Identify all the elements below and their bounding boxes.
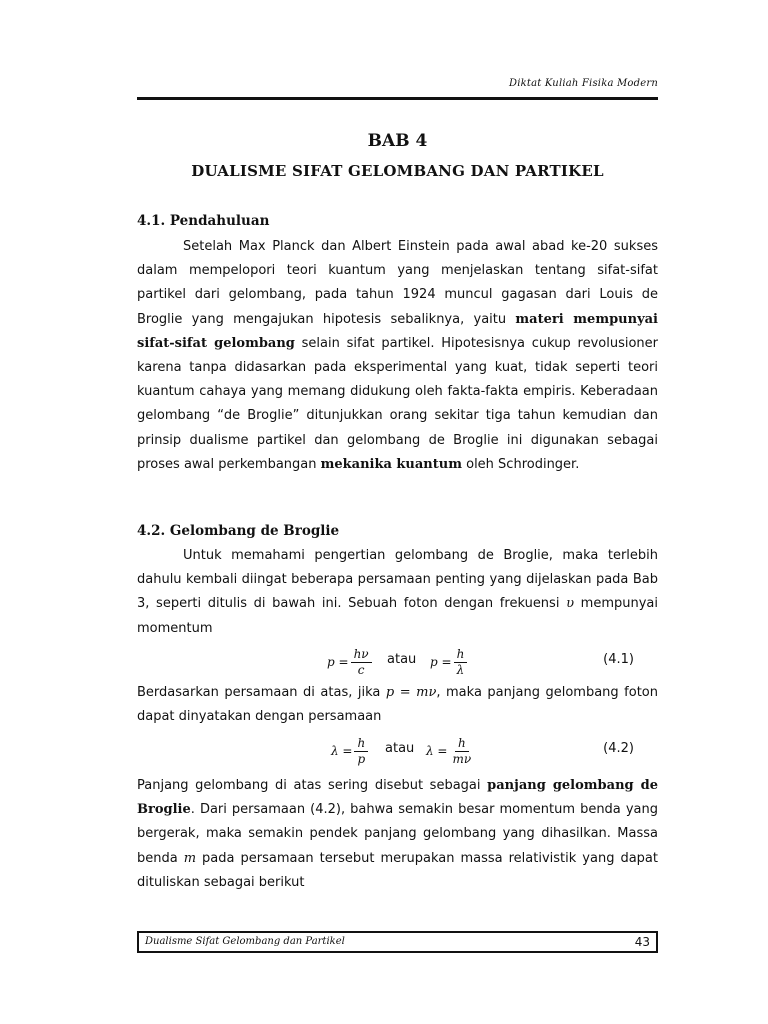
footer: [137, 931, 658, 953]
section-heading-de-broglie: 4.2. Gelombang de Broglie: [137, 523, 340, 539]
equation-4-1: [137, 642, 658, 682]
bold-term-panjang-gelombang: panjang gelombang de Broglie: [137, 778, 659, 818]
eq1-lhs-2: p =: [430, 655, 452, 669]
footer-chapter-title: Dualisme Sifat Gelombang dan Partikel: [145, 936, 345, 947]
equation-4-2: [137, 731, 658, 771]
eq2-fraction-2: $\frac{h}{m\nu}$: [452, 735, 472, 766]
expr-p-equals-mv: p = mν: [385, 685, 437, 700]
eq2-fraction-1: $\frac{h}{p}$: [354, 736, 368, 767]
symbol-m: m: [183, 850, 197, 866]
symbol-nu: υ: [566, 596, 574, 612]
eq2-lhs-1: λ =: [331, 744, 353, 758]
eq2-number: (4.2): [603, 741, 634, 756]
chapter-title: DUALISME SIFAT GELOMBANG DAN PARTIKEL: [191, 162, 604, 180]
running-header: Diktat Kuliah Fisika Modern: [509, 78, 658, 89]
eq1-word: atau: [387, 652, 417, 667]
paragraph-wavelength: Berdasarkan persamaan di atas, jika p = mν, maka panjang gelombang foton dapat dinyatakan dengan persamaan: [137, 685, 659, 725]
header-rule: [137, 97, 658, 100]
bold-term-mekanika: mekanika kuantum: [320, 456, 462, 472]
section-heading-pendahuluan: 4.1. Pendahuluan: [137, 213, 270, 229]
page-number: 43: [634, 935, 650, 949]
eq1-number: (4.1): [603, 652, 634, 667]
eq1-fraction-1: $\frac{h\nu}{c}$: [351, 647, 372, 678]
paragraph-intro-momentum: Untuk memahami pengertian gelombang de Broglie, maka terlebih dahulu kembali diingat beberapa persamaan penting yang dijelaskan pada Bab 3, seperti ditulis di bawah ini. Sebuah foton dengan frekuensi υ mempunyai momentum: [137, 548, 658, 636]
chapter-number: BAB 4: [367, 131, 428, 151]
paragraph-de-broglie-wavelength: Panjang gelombang di atas sering disebut sebagai panjang gelombang de Broglie. Dari persamaan (4.2), bahwa semakin besar momentum benda yang bergerak, maka semakin pendek panjang gelombang yang dihasilkan. Massa benda m pada persamaan tersebut merupakan massa relativistik yang dapat dituliskan sebagai berikut: [137, 778, 659, 890]
eq2-lhs-2: λ =: [426, 744, 448, 758]
bold-term-materi: materi mempunyai sifat-sifat gelombang: [137, 311, 658, 351]
eq1-lhs-1: p =: [327, 655, 349, 669]
paragraph-pendahuluan: Setelah Max Planck dan Albert Einstein pada awal abad ke-20 sukses dalam mempelopori teori kuantum yang menjelaskan tentang sifat-sifat partikel dari gelombang, pada tahun 1924 muncul gagasan dari Louis de Broglie yang mengajukan hipotesis sebaliknya, yaitu materi mempunyai sifat-sifat gelombang selain sifat partikel. Hipotesisnya cukup revolusioner karena tanpa didasarkan pada eksperimental yang kuat, tidak seperti teori kuantum cahaya yang memang didukung oleh fakta-fakta empiris. Keberadaan gelombang “de Broglie” ditunjukkan orang sekitar tiga tahun kemudian dan prinsip dualisme partikel dan gelombang de Broglie ini digunakan sebagai proses awal perkembangan mekanika kuantum oleh Schrodinger.: [137, 239, 658, 472]
eq2-word: atau: [385, 741, 415, 756]
eq1-fraction-2: $\frac{h}{\lambda}$: [454, 647, 468, 678]
